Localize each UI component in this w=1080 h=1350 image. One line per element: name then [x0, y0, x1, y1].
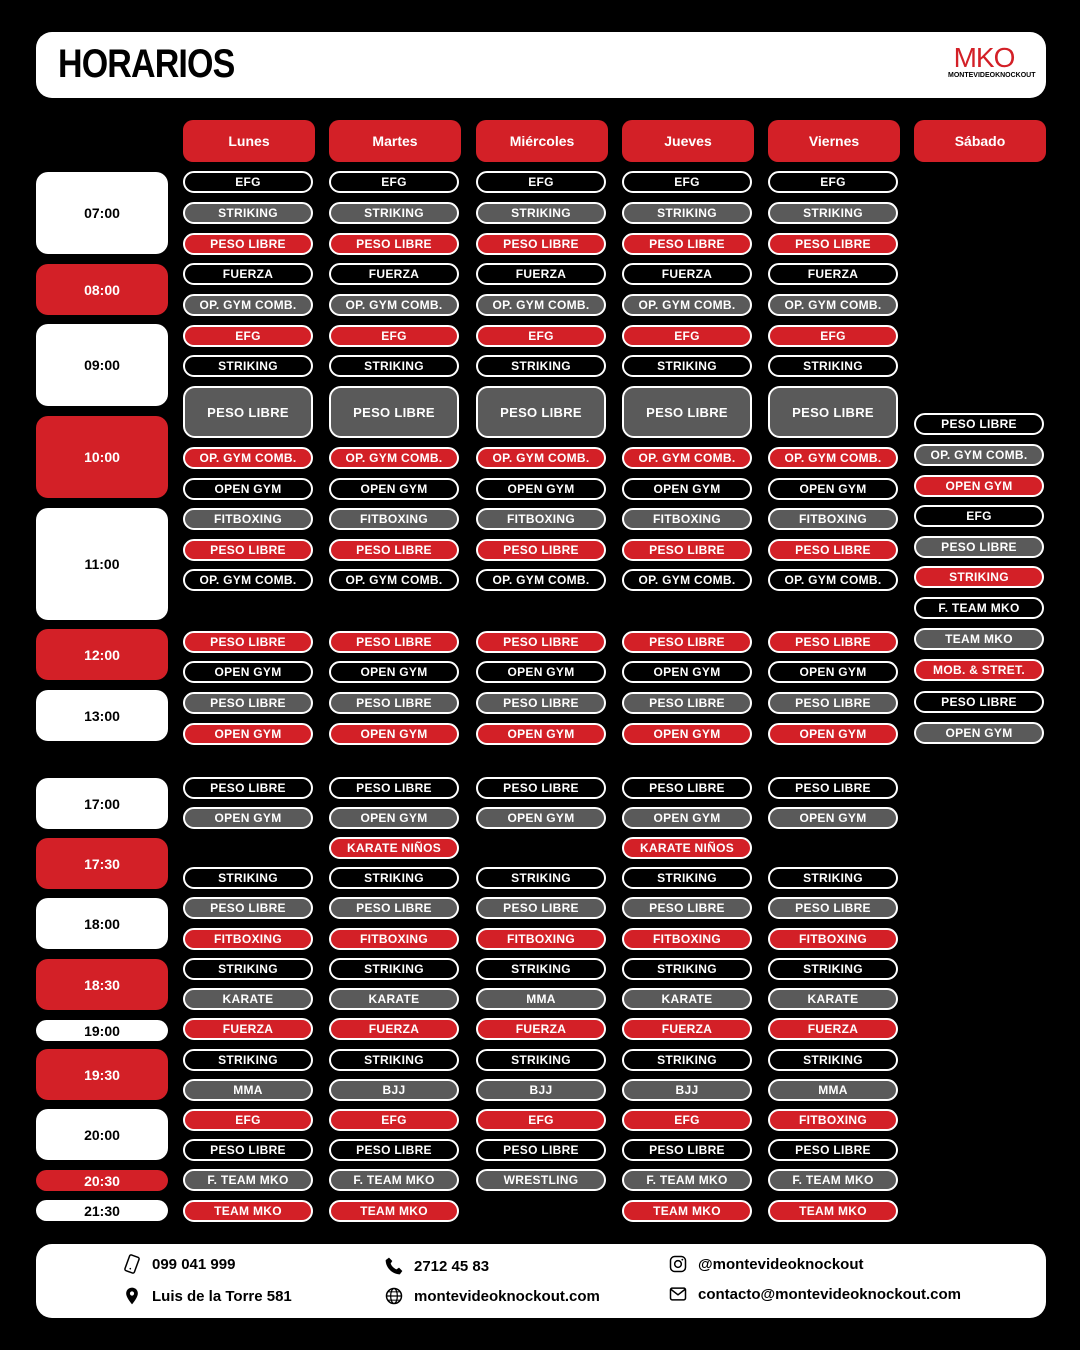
- class-miercoles-op-gym-comb[interactable]: OP. GYM COMB.: [476, 569, 606, 591]
- class-martes-karate[interactable]: KARATE: [329, 988, 459, 1010]
- class-miercoles-efg[interactable]: EFG: [476, 1109, 606, 1131]
- class-martes-peso-libre[interactable]: PESO LIBRE: [329, 539, 459, 561]
- class-miercoles-peso-libre[interactable]: PESO LIBRE: [476, 539, 606, 561]
- class-viernes-peso-libre[interactable]: PESO LIBRE: [768, 386, 898, 438]
- class-sabado-op-gym-comb[interactable]: OP. GYM COMB.: [914, 444, 1044, 466]
- class-jueves-open-gym[interactable]: OPEN GYM: [622, 661, 752, 683]
- class-martes-peso-libre[interactable]: PESO LIBRE: [329, 631, 459, 653]
- class-miercoles-open-gym[interactable]: OPEN GYM: [476, 478, 606, 500]
- class-martes-op-gym-comb[interactable]: OP. GYM COMB.: [329, 447, 459, 469]
- class-viernes-op-gym-comb[interactable]: OP. GYM COMB.: [768, 447, 898, 469]
- class-lunes-peso-libre[interactable]: PESO LIBRE: [183, 777, 313, 799]
- class-martes-peso-libre[interactable]: PESO LIBRE: [329, 692, 459, 714]
- class-lunes-peso-libre[interactable]: PESO LIBRE: [183, 386, 313, 438]
- class-sabado-mob-stret[interactable]: MOB. & STRET.: [914, 659, 1044, 681]
- class-jueves-peso-libre[interactable]: PESO LIBRE: [622, 777, 752, 799]
- class-miercoles-op-gym-comb[interactable]: OP. GYM COMB.: [476, 447, 606, 469]
- class-jueves-bjj[interactable]: BJJ: [622, 1079, 752, 1101]
- class-jueves-fuerza[interactable]: FUERZA: [622, 1018, 752, 1040]
- class-lunes-f-team-mko[interactable]: F. TEAM MKO: [183, 1169, 313, 1191]
- class-jueves-karate-ninos[interactable]: KARATE NIÑOS: [622, 837, 752, 859]
- class-sabado-open-gym[interactable]: OPEN GYM: [914, 722, 1044, 744]
- class-jueves-open-gym[interactable]: OPEN GYM: [622, 478, 752, 500]
- class-lunes-open-gym[interactable]: OPEN GYM: [183, 661, 313, 683]
- class-sabado-efg[interactable]: EFG: [914, 505, 1044, 527]
- class-miercoles-peso-libre[interactable]: PESO LIBRE: [476, 692, 606, 714]
- class-miercoles-striking[interactable]: STRIKING: [476, 867, 606, 889]
- class-jueves-team-mko[interactable]: TEAM MKO: [622, 1200, 752, 1222]
- class-jueves-peso-libre[interactable]: PESO LIBRE: [622, 386, 752, 438]
- class-jueves-fitboxing[interactable]: FITBOXING: [622, 928, 752, 950]
- logo-subtitle: MONTEVIDEOKNOCKOUT: [948, 72, 1036, 79]
- class-viernes-fitboxing[interactable]: FITBOXING: [768, 928, 898, 950]
- phone-number: 2712 45 83: [414, 1257, 490, 1275]
- class-martes-f-team-mko[interactable]: F. TEAM MKO: [329, 1169, 459, 1191]
- class-viernes-peso-libre[interactable]: PESO LIBRE: [768, 897, 898, 919]
- class-jueves-peso-libre[interactable]: PESO LIBRE: [622, 631, 752, 653]
- class-sabado-open-gym[interactable]: OPEN GYM: [914, 475, 1044, 497]
- class-viernes-peso-libre[interactable]: PESO LIBRE: [768, 1139, 898, 1161]
- class-miercoles-open-gym[interactable]: OPEN GYM: [476, 723, 606, 745]
- day-header-martes: Martes: [329, 120, 461, 162]
- mobile-number: 099 041 999: [152, 1255, 236, 1273]
- logo-mark: MKO: [953, 42, 1015, 73]
- class-viernes-striking[interactable]: STRIKING: [768, 867, 898, 889]
- class-miercoles-wrestling[interactable]: WRESTLING: [476, 1169, 606, 1191]
- header-bar: [36, 32, 1046, 98]
- phone-contact[interactable]: [384, 1256, 489, 1276]
- time-label-2030: 20:30: [36, 1170, 168, 1191]
- class-martes-fitboxing[interactable]: FITBOXING: [329, 928, 459, 950]
- phone-icon: [384, 1256, 404, 1276]
- class-miercoles-efg[interactable]: EFG: [476, 171, 606, 193]
- class-martes-open-gym[interactable]: OPEN GYM: [329, 807, 459, 829]
- class-martes-striking[interactable]: STRIKING: [329, 1049, 459, 1071]
- instagram-contact[interactable]: [668, 1254, 863, 1274]
- page-title: HORARIOS: [58, 42, 235, 86]
- class-viernes-striking[interactable]: STRIKING: [768, 1049, 898, 1071]
- class-martes-open-gym[interactable]: OPEN GYM: [329, 723, 459, 745]
- class-lunes-peso-libre[interactable]: PESO LIBRE: [183, 631, 313, 653]
- class-lunes-striking[interactable]: STRIKING: [183, 355, 313, 377]
- class-lunes-fuerza[interactable]: FUERZA: [183, 263, 313, 285]
- class-martes-efg[interactable]: EFG: [329, 325, 459, 347]
- time-label-0900: 09:00: [36, 324, 168, 406]
- day-header-miercoles: Miércoles: [476, 120, 608, 162]
- instagram-handle: @montevideoknockout: [698, 1255, 864, 1273]
- class-viernes-open-gym[interactable]: OPEN GYM: [768, 478, 898, 500]
- email-contact[interactable]: [668, 1284, 961, 1304]
- class-viernes-op-gym-comb[interactable]: OP. GYM COMB.: [768, 294, 898, 316]
- class-jueves-peso-libre[interactable]: PESO LIBRE: [622, 233, 752, 255]
- time-label-0700: 07:00: [36, 172, 168, 254]
- class-lunes-open-gym[interactable]: OPEN GYM: [183, 723, 313, 745]
- class-miercoles-peso-libre[interactable]: PESO LIBRE: [476, 386, 606, 438]
- class-miercoles-striking[interactable]: STRIKING: [476, 202, 606, 224]
- class-martes-op-gym-comb[interactable]: OP. GYM COMB.: [329, 569, 459, 591]
- day-header-jueves: Jueves: [622, 120, 754, 162]
- class-viernes-open-gym[interactable]: OPEN GYM: [768, 807, 898, 829]
- class-martes-efg[interactable]: EFG: [329, 1109, 459, 1131]
- class-lunes-peso-libre[interactable]: PESO LIBRE: [183, 897, 313, 919]
- class-jueves-striking[interactable]: STRIKING: [622, 1049, 752, 1071]
- time-label-1300: 13:00: [36, 690, 168, 741]
- class-viernes-striking[interactable]: STRIKING: [768, 202, 898, 224]
- class-miercoles-mma[interactable]: MMA: [476, 988, 606, 1010]
- class-jueves-op-gym-comb[interactable]: OP. GYM COMB.: [622, 294, 752, 316]
- class-viernes-mma[interactable]: MMA: [768, 1079, 898, 1101]
- class-lunes-fuerza[interactable]: FUERZA: [183, 1018, 313, 1040]
- class-martes-efg[interactable]: EFG: [329, 171, 459, 193]
- class-jueves-op-gym-comb[interactable]: OP. GYM COMB.: [622, 569, 752, 591]
- address-text: Luis de la Torre 581: [152, 1287, 292, 1305]
- email-address: contacto@montevideoknockout.com: [698, 1285, 961, 1303]
- class-miercoles-op-gym-comb[interactable]: OP. GYM COMB.: [476, 294, 606, 316]
- day-header-viernes: Viernes: [768, 120, 900, 162]
- location-pin-icon: [122, 1286, 142, 1306]
- class-lunes-mma[interactable]: MMA: [183, 1079, 313, 1101]
- class-viernes-fitboxing[interactable]: FITBOXING: [768, 508, 898, 530]
- class-lunes-striking[interactable]: STRIKING: [183, 1049, 313, 1071]
- class-miercoles-peso-libre[interactable]: PESO LIBRE: [476, 631, 606, 653]
- contact-footer: [36, 1244, 1046, 1318]
- class-jueves-open-gym[interactable]: OPEN GYM: [622, 723, 752, 745]
- class-lunes-op-gym-comb[interactable]: OP. GYM COMB.: [183, 294, 313, 316]
- class-martes-striking[interactable]: STRIKING: [329, 958, 459, 980]
- class-viernes-peso-libre[interactable]: PESO LIBRE: [768, 233, 898, 255]
- class-sabado-peso-libre[interactable]: PESO LIBRE: [914, 691, 1044, 713]
- class-miercoles-peso-libre[interactable]: PESO LIBRE: [476, 897, 606, 919]
- class-sabado-team-mko[interactable]: TEAM MKO: [914, 628, 1044, 650]
- class-miercoles-peso-libre[interactable]: PESO LIBRE: [476, 1139, 606, 1161]
- class-martes-team-mko[interactable]: TEAM MKO: [329, 1200, 459, 1222]
- class-jueves-fuerza[interactable]: FUERZA: [622, 263, 752, 285]
- class-lunes-peso-libre[interactable]: PESO LIBRE: [183, 539, 313, 561]
- time-label-2130: 21:30: [36, 1200, 168, 1221]
- class-jueves-striking[interactable]: STRIKING: [622, 202, 752, 224]
- address-contact[interactable]: [122, 1286, 292, 1306]
- class-martes-karate-ninos[interactable]: KARATE NIÑOS: [329, 837, 459, 859]
- class-lunes-striking[interactable]: STRIKING: [183, 958, 313, 980]
- website-text: montevideoknockout.com: [414, 1287, 600, 1305]
- class-lunes-efg[interactable]: EFG: [183, 325, 313, 347]
- class-lunes-open-gym[interactable]: OPEN GYM: [183, 478, 313, 500]
- class-lunes-peso-libre[interactable]: PESO LIBRE: [183, 692, 313, 714]
- class-viernes-peso-libre[interactable]: PESO LIBRE: [768, 777, 898, 799]
- class-martes-open-gym[interactable]: OPEN GYM: [329, 661, 459, 683]
- time-label-1100: 11:00: [36, 508, 168, 620]
- day-header-sabado: Sábado: [914, 120, 1046, 162]
- class-sabado-striking[interactable]: STRIKING: [914, 566, 1044, 588]
- class-martes-striking[interactable]: STRIKING: [329, 202, 459, 224]
- time-label-0800: 08:00: [36, 264, 168, 315]
- mobile-contact[interactable]: [122, 1254, 235, 1274]
- time-label-1930: 19:30: [36, 1049, 168, 1100]
- class-martes-peso-libre[interactable]: PESO LIBRE: [329, 233, 459, 255]
- class-lunes-striking[interactable]: STRIKING: [183, 202, 313, 224]
- class-lunes-karate[interactable]: KARATE: [183, 988, 313, 1010]
- class-jueves-peso-libre[interactable]: PESO LIBRE: [622, 897, 752, 919]
- class-miercoles-bjj[interactable]: BJJ: [476, 1079, 606, 1101]
- class-jueves-striking[interactable]: STRIKING: [622, 867, 752, 889]
- class-viernes-peso-libre[interactable]: PESO LIBRE: [768, 692, 898, 714]
- globe-icon: [384, 1286, 404, 1306]
- class-miercoles-striking[interactable]: STRIKING: [476, 958, 606, 980]
- class-jueves-peso-libre[interactable]: PESO LIBRE: [622, 539, 752, 561]
- class-lunes-team-mko[interactable]: TEAM MKO: [183, 1200, 313, 1222]
- class-viernes-efg[interactable]: EFG: [768, 171, 898, 193]
- class-martes-peso-libre[interactable]: PESO LIBRE: [329, 1139, 459, 1161]
- class-viernes-fuerza[interactable]: FUERZA: [768, 263, 898, 285]
- class-lunes-efg[interactable]: EFG: [183, 171, 313, 193]
- class-miercoles-fitboxing[interactable]: FITBOXING: [476, 928, 606, 950]
- class-martes-peso-libre[interactable]: PESO LIBRE: [329, 897, 459, 919]
- time-label-2000: 20:00: [36, 1109, 168, 1160]
- class-miercoles-fuerza[interactable]: FUERZA: [476, 1018, 606, 1040]
- class-jueves-striking[interactable]: STRIKING: [622, 958, 752, 980]
- time-label-1000: 10:00: [36, 416, 168, 498]
- class-lunes-op-gym-comb[interactable]: OP. GYM COMB.: [183, 447, 313, 469]
- class-martes-striking[interactable]: STRIKING: [329, 867, 459, 889]
- class-lunes-peso-libre[interactable]: PESO LIBRE: [183, 1139, 313, 1161]
- class-viernes-op-gym-comb[interactable]: OP. GYM COMB.: [768, 569, 898, 591]
- class-sabado-peso-libre[interactable]: PESO LIBRE: [914, 536, 1044, 558]
- class-martes-peso-libre[interactable]: PESO LIBRE: [329, 386, 459, 438]
- time-label-1730: 17:30: [36, 838, 168, 889]
- class-miercoles-peso-libre[interactable]: PESO LIBRE: [476, 777, 606, 799]
- class-viernes-striking[interactable]: STRIKING: [768, 958, 898, 980]
- class-viernes-team-mko[interactable]: TEAM MKO: [768, 1200, 898, 1222]
- class-viernes-karate[interactable]: KARATE: [768, 988, 898, 1010]
- class-jueves-efg[interactable]: EFG: [622, 325, 752, 347]
- class-lunes-peso-libre[interactable]: PESO LIBRE: [183, 233, 313, 255]
- class-martes-fuerza[interactable]: FUERZA: [329, 1018, 459, 1040]
- class-miercoles-fuerza[interactable]: FUERZA: [476, 263, 606, 285]
- class-viernes-efg[interactable]: EFG: [768, 325, 898, 347]
- mko-logo: [948, 42, 1036, 88]
- class-viernes-open-gym[interactable]: OPEN GYM: [768, 661, 898, 683]
- class-viernes-fuerza[interactable]: FUERZA: [768, 1018, 898, 1040]
- class-viernes-fitboxing[interactable]: FITBOXING: [768, 1109, 898, 1131]
- class-martes-fitboxing[interactable]: FITBOXING: [329, 508, 459, 530]
- class-miercoles-open-gym[interactable]: OPEN GYM: [476, 661, 606, 683]
- time-label-1830: 18:30: [36, 959, 168, 1010]
- class-martes-bjj[interactable]: BJJ: [329, 1079, 459, 1101]
- class-viernes-open-gym[interactable]: OPEN GYM: [768, 723, 898, 745]
- class-jueves-open-gym[interactable]: OPEN GYM: [622, 807, 752, 829]
- class-lunes-op-gym-comb[interactable]: OP. GYM COMB.: [183, 569, 313, 591]
- class-viernes-peso-libre[interactable]: PESO LIBRE: [768, 631, 898, 653]
- class-jueves-efg[interactable]: EFG: [622, 171, 752, 193]
- day-header-lunes: Lunes: [183, 120, 315, 162]
- class-jueves-peso-libre[interactable]: PESO LIBRE: [622, 692, 752, 714]
- class-lunes-fitboxing[interactable]: FITBOXING: [183, 508, 313, 530]
- time-label-1200: 12:00: [36, 629, 168, 680]
- mobile-phone-icon: [122, 1254, 142, 1274]
- class-viernes-striking[interactable]: STRIKING: [768, 355, 898, 377]
- time-label-1800: 18:00: [36, 898, 168, 949]
- class-jueves-op-gym-comb[interactable]: OP. GYM COMB.: [622, 447, 752, 469]
- class-martes-fuerza[interactable]: FUERZA: [329, 263, 459, 285]
- class-miercoles-striking[interactable]: STRIKING: [476, 1049, 606, 1071]
- class-miercoles-open-gym[interactable]: OPEN GYM: [476, 807, 606, 829]
- email-icon: [668, 1284, 688, 1304]
- class-jueves-efg[interactable]: EFG: [622, 1109, 752, 1131]
- class-martes-peso-libre[interactable]: PESO LIBRE: [329, 777, 459, 799]
- class-viernes-peso-libre[interactable]: PESO LIBRE: [768, 539, 898, 561]
- class-jueves-fitboxing[interactable]: FITBOXING: [622, 508, 752, 530]
- class-jueves-f-team-mko[interactable]: F. TEAM MKO: [622, 1169, 752, 1191]
- class-lunes-efg[interactable]: EFG: [183, 1109, 313, 1131]
- class-miercoles-fitboxing[interactable]: FITBOXING: [476, 508, 606, 530]
- website-contact[interactable]: [384, 1286, 600, 1306]
- class-lunes-open-gym[interactable]: OPEN GYM: [183, 807, 313, 829]
- class-sabado-peso-libre[interactable]: PESO LIBRE: [914, 413, 1044, 435]
- class-martes-op-gym-comb[interactable]: OP. GYM COMB.: [329, 294, 459, 316]
- time-label-1900: 19:00: [36, 1020, 168, 1041]
- class-jueves-karate[interactable]: KARATE: [622, 988, 752, 1010]
- class-miercoles-peso-libre[interactable]: PESO LIBRE: [476, 233, 606, 255]
- class-miercoles-efg[interactable]: EFG: [476, 325, 606, 347]
- class-martes-striking[interactable]: STRIKING: [329, 355, 459, 377]
- instagram-icon: [668, 1254, 688, 1274]
- class-martes-open-gym[interactable]: OPEN GYM: [329, 478, 459, 500]
- class-sabado-f-team-mko[interactable]: F. TEAM MKO: [914, 597, 1044, 619]
- time-label-1700: 17:00: [36, 778, 168, 829]
- class-jueves-striking[interactable]: STRIKING: [622, 355, 752, 377]
- class-viernes-f-team-mko[interactable]: F. TEAM MKO: [768, 1169, 898, 1191]
- class-lunes-striking[interactable]: STRIKING: [183, 867, 313, 889]
- class-jueves-peso-libre[interactable]: PESO LIBRE: [622, 1139, 752, 1161]
- class-miercoles-striking[interactable]: STRIKING: [476, 355, 606, 377]
- class-lunes-fitboxing[interactable]: FITBOXING: [183, 928, 313, 950]
